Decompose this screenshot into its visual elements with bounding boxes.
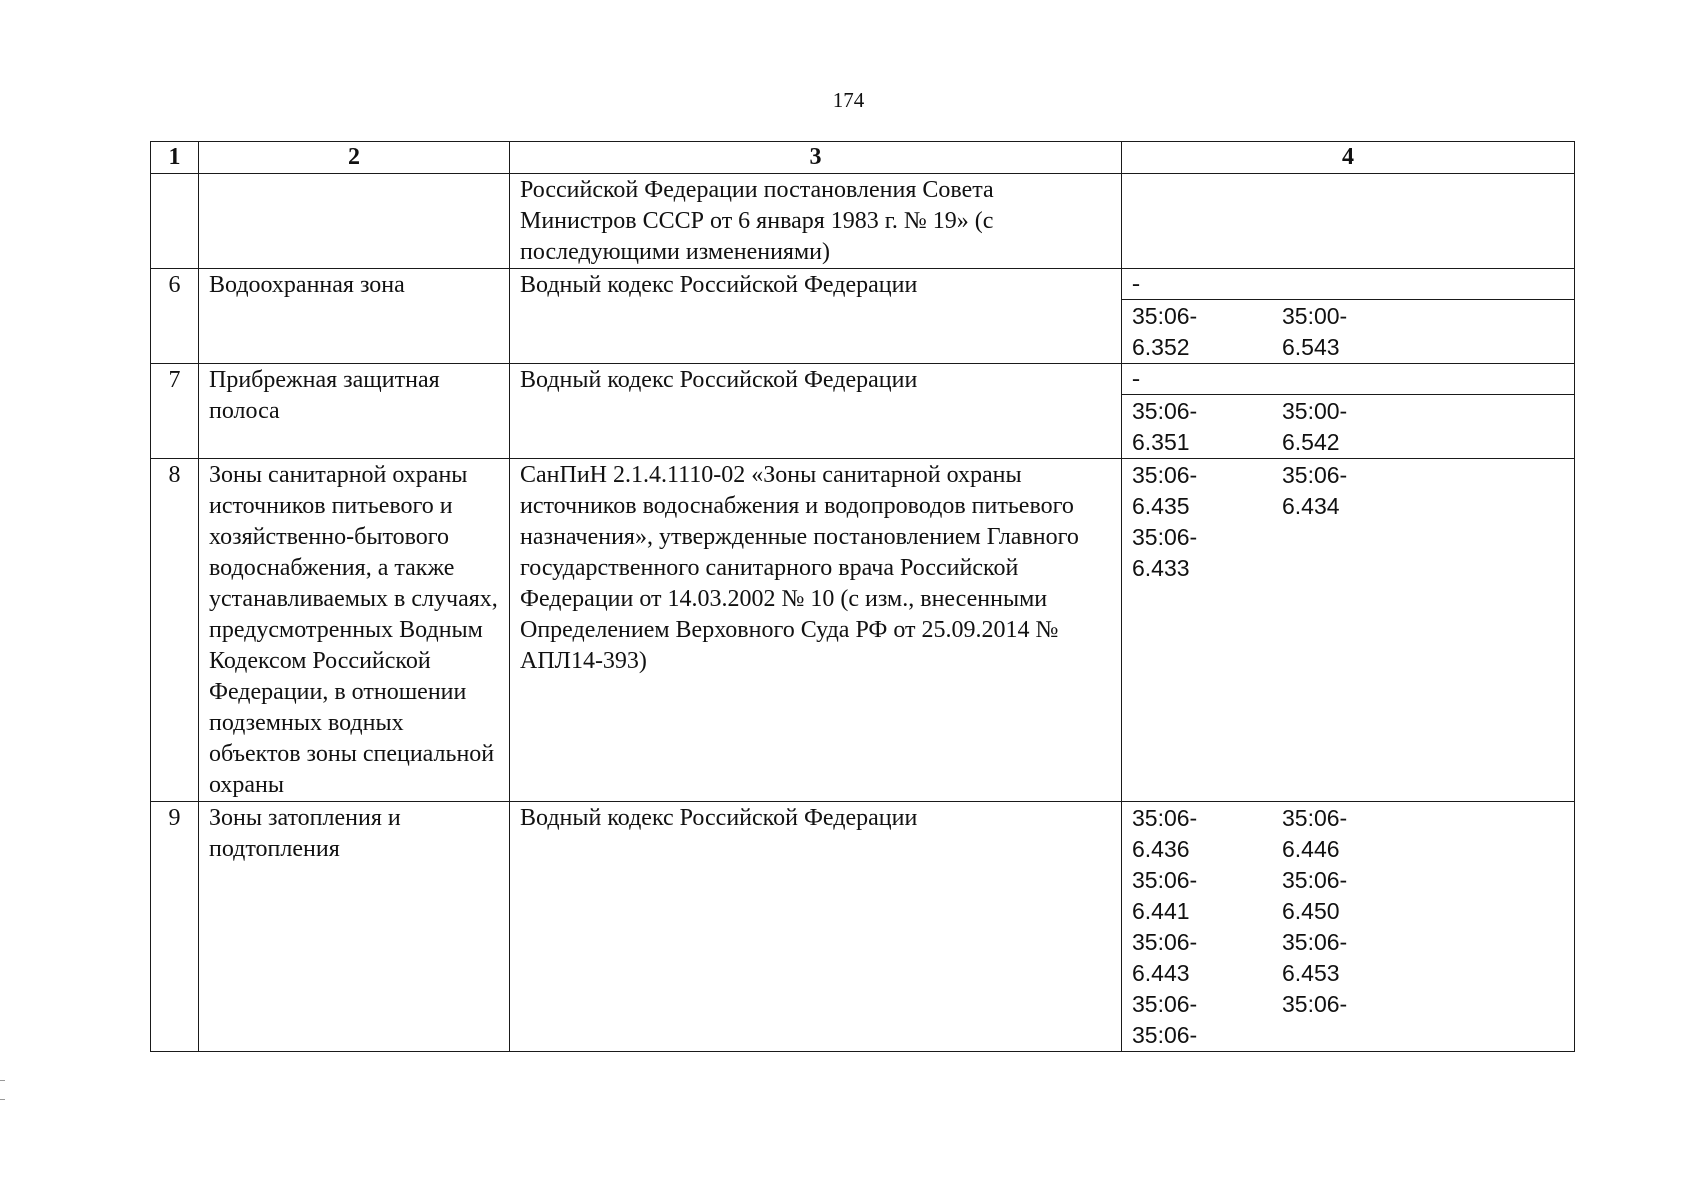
dash-line: -	[1122, 269, 1574, 300]
zone-name: Водоохранная зона	[199, 269, 510, 364]
zone-name: Зоны затопления и подтопления	[199, 802, 510, 1052]
row-number: 6	[151, 269, 199, 364]
table-row	[151, 269, 1575, 364]
cadastral-codes	[1122, 395, 1574, 458]
cadastral-code: 35:00- 6.543	[1282, 303, 1348, 360]
page-number: 174	[832, 88, 865, 112]
cadastral-code: 35:06- 6.441	[1132, 867, 1198, 924]
cadastral-code: 35:06- 6.436	[1132, 805, 1198, 862]
legal-document: Водный кодекс Российской Федерации	[510, 802, 1122, 1052]
cadastral-code: 35:06- 6.453	[1282, 929, 1348, 986]
table-row	[151, 364, 1575, 459]
cadastral-code: 35:00- 6.542	[1282, 398, 1348, 455]
scan-edge-mark	[0, 1080, 5, 1100]
row-number: 7	[151, 364, 199, 459]
zones-table	[150, 141, 1575, 1052]
row-number: 9	[151, 802, 199, 1052]
table-row	[151, 459, 1575, 802]
cadastral-code: 35:06- 6.352	[1132, 303, 1198, 360]
header-col-4: 4	[1122, 142, 1575, 174]
codes-cell	[1122, 269, 1575, 364]
row-number: 8	[151, 459, 199, 802]
legal-document: Водный кодекс Российской Федерации	[510, 364, 1122, 459]
cadastral-code: 35:06- 6.434	[1282, 462, 1348, 519]
table-header-row	[151, 142, 1575, 174]
zone-name	[199, 174, 510, 269]
cadastral-code: 35:06-	[1132, 991, 1198, 1017]
cadastral-codes	[1122, 300, 1574, 363]
legal-document: Российской Федерации постановления Совета Министров СССР от 6 января 1983 г. № 19» (с последующими изменениями)	[510, 174, 1122, 269]
table-row	[151, 802, 1575, 1052]
cadastral-code: 35:06-	[1132, 1022, 1198, 1048]
codes-cell	[1122, 174, 1575, 269]
header-col-3: 3	[510, 142, 1122, 174]
codes-cell	[1122, 364, 1575, 459]
cadastral-code: 35:06- 6.433	[1132, 524, 1198, 581]
zone-name: Прибрежная защитная полоса	[199, 364, 510, 459]
zone-name: Зоны санитарной охраны источников питьевого и хозяйственно-бытового водоснабжения, а также устанавливаемых в случаях, предусмотренных Водным Кодексом Российской Федерации, в отношении подземных водных объектов зоны специальной охраны	[199, 459, 510, 802]
dash-line: -	[1122, 364, 1574, 395]
cadastral-code: 35:06- 6.450	[1282, 867, 1348, 924]
header-col-1: 1	[151, 142, 199, 174]
codes-cell	[1122, 802, 1575, 1052]
cadastral-code: 35:06- 6.443	[1132, 929, 1198, 986]
row-number	[151, 174, 199, 269]
cadastral-code: 35:06- 6.351	[1132, 398, 1198, 455]
legal-document: СанПиН 2.1.4.1110-02 «Зоны санитарной охраны источников водоснабжения и водопроводов питьевого назначения», утвержденные постановлением Главного государственного санитарного врача Российской Федерации от 14.03.2002 № 10 (с изм., внесенными Определением Верховного Суда РФ от 25.09.2014 № АПЛ14-393)	[510, 459, 1122, 802]
cadastral-codes	[1122, 802, 1574, 1051]
table-row	[151, 174, 1575, 269]
codes-cell	[1122, 459, 1575, 802]
cadastral-codes	[1122, 459, 1574, 584]
header-col-2: 2	[199, 142, 510, 174]
legal-document: Водный кодекс Российской Федерации	[510, 269, 1122, 364]
cadastral-code: 35:06- 6.435	[1132, 462, 1198, 519]
cadastral-code: 35:06- 6.446	[1282, 805, 1348, 862]
cadastral-code: 35:06-	[1282, 991, 1348, 1017]
